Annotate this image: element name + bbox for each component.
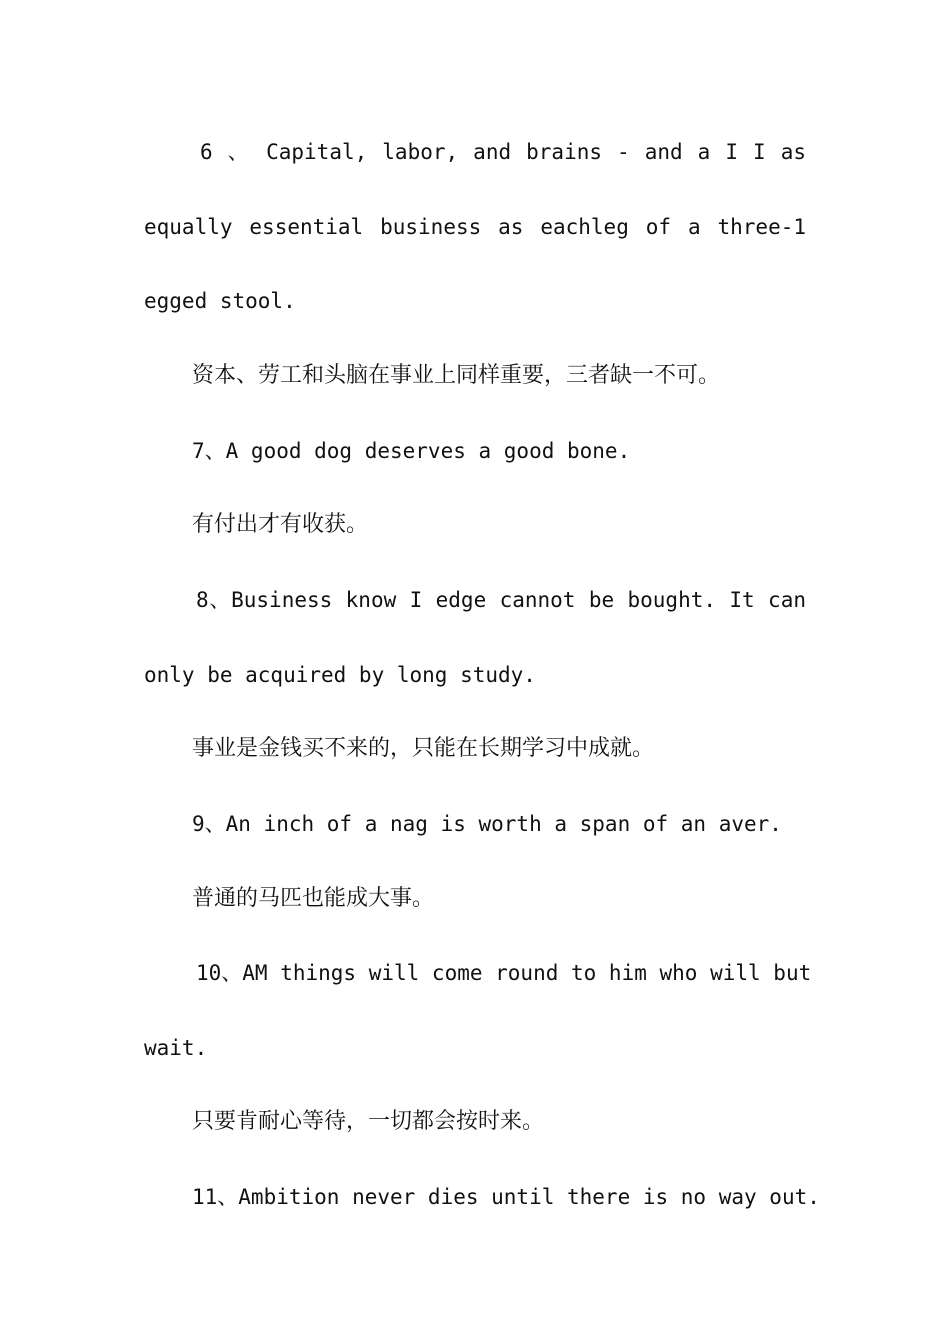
proverb-6-en-line-3: egged stool. [144,289,296,313]
proverb-9-zh: 普通的马匹也能成大事。 [192,886,435,911]
proverb-10-en-line-1: 10、AM things will come round to him who will but [196,961,812,985]
proverb-8-zh: 事业是金钱买不来的，只能在长期学习中成就。 [192,736,655,761]
proverb-6-en-line-2: equally essential business as eachleg of a three-1 [144,215,806,239]
proverb-6-zh: 资本、劳工和头脑在事业上同样重要，三者缺一不可。 [192,363,721,388]
proverb-7-zh: 有付出才有收获。 [192,512,369,537]
proverb-8-en-line-2: only be acquired by long study. [144,663,536,687]
proverb-10-zh: 只要肯耐心等待，一切都会按时来。 [192,1109,545,1134]
proverb-10-en-line-2: wait. [144,1036,208,1060]
proverb-8-en-line-1: 8、Business know I edge cannot be bought. It can [196,588,806,612]
proverb-9-en-line-1: 9、An inch of a nag is worth a span of an aver. [192,812,782,836]
proverb-6-en-line-1: 6 、 Capital, labor, and brains - and a I I as [200,140,806,164]
proverb-11-en-line-1: 11、Ambition never dies until there is no way out. [192,1185,820,1209]
proverb-7-en-line-1: 7、A good dog deserves a good bone. [192,439,631,463]
